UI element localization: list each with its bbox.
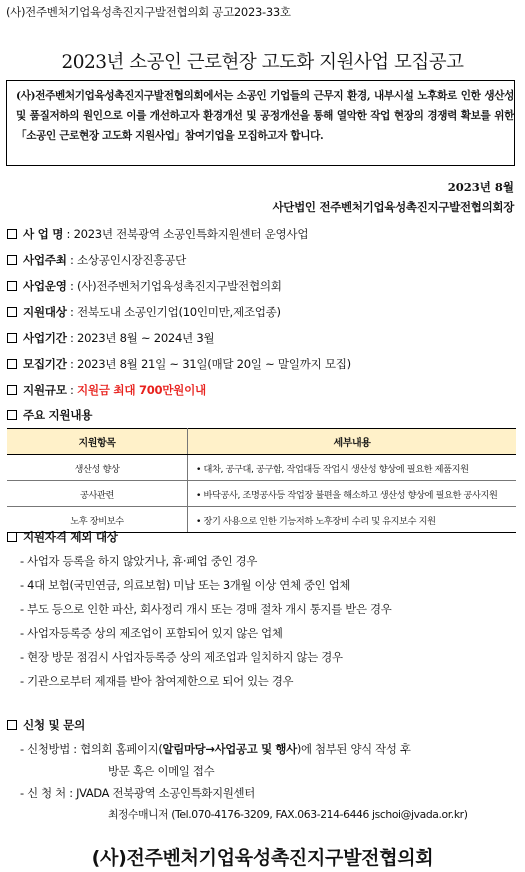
item-value: 2023년 8월 ~ 2024년 3월: [77, 331, 215, 345]
list-item: - 4대 보험(국민연금, 의료보험) 미납 또는 3개월 이상 연체 중인 업체: [20, 578, 351, 592]
list-item: - 사업자등록증 상의 제조업이 포함되어 있지 않은 업체: [20, 626, 283, 640]
checkbox-icon: [7, 720, 17, 730]
checkbox-icon: [7, 333, 17, 343]
support-detail: • 대차, 공구대, 공구함, 작업대등 작업시 생산성 향상에 필요한 제품지원: [188, 455, 517, 481]
checkbox-icon: [7, 229, 17, 239]
item-value: 2023년 8월 21일 ~ 31일(매달 20일 ~ 말일까지 모집): [77, 357, 351, 371]
support-item: 공사관련: [7, 481, 188, 507]
item-label: 사업운영: [23, 279, 67, 293]
page-title: 2023년 소공인 근로현장 고도화 지원사업 모집공고: [61, 52, 464, 73]
item-label: 사업기간: [23, 331, 67, 345]
item-value: 소상공인시장진흥공단: [77, 253, 186, 267]
checkbox-icon: [7, 410, 17, 420]
support-item: 생산성 향상: [7, 455, 188, 481]
issuer: 사단법인 전주벤처기업육성촉진지구발전협의회장: [272, 200, 514, 214]
item-label: 지원규모: [23, 383, 67, 397]
notice-number: (사)전주벤처기업육성촉진지구발전협의회 공고2023-33호: [6, 5, 291, 19]
checkbox-icon: [7, 255, 17, 265]
item-value: (사)전주벤처기업육성촉진지구발전협의회: [77, 279, 282, 293]
checkbox-icon: [7, 385, 17, 395]
apply-method-line2: 방문 혹은 이메일 접수: [108, 764, 215, 778]
item-label: 모집기간: [23, 357, 67, 371]
checkbox-icon: [7, 281, 17, 291]
item-label: 사 업 명: [23, 227, 64, 241]
support-heading: 주요 지원내용: [7, 407, 92, 423]
scale-value: 지원금 최대 700만원이내: [77, 383, 206, 397]
support-table: [7, 428, 516, 533]
support-detail: • 바닥공사, 조명공사등 작업장 불편을 해소하고 생산성 향상에 필요한 공사지원: [188, 481, 517, 507]
table-row: [7, 455, 516, 481]
item-recruit-period: 모집기간 : 2023년 8월 21일 ~ 31일(매달 20일 ~ 말일까지 모집): [7, 356, 351, 372]
item-value: 2023년 전북광역 소공인특화지원센터 운영사업: [73, 227, 309, 241]
apply-place: - 신 청 처 : JVADA 전북광역 소공인특화지원센터: [20, 786, 255, 800]
notice-date: 2023년 8월: [447, 180, 514, 194]
checkbox-icon: [7, 359, 17, 369]
apply-method: - 신청방법 : 협의회 홈페이지(알림마당→사업공고 및 행사)에 첨부된 양식 작성 후: [20, 742, 411, 756]
checkbox-icon: [7, 307, 17, 317]
intro-text: (사)전주벤처기업육성촉진지구발전협의회에서는 소공인 기업들의 근무지 환경, 내부시설 노후화로 인한 생산성 및 품질저하의 원인으로 이를 개선하고자 환경개선 및 공정개선을 통해 열악한 작업 현장의 경쟁력 확보를 위한「소공인 근로현장 고도화 지원사업」참여기업을 모집하고자 합니다.: [16, 90, 514, 142]
list-item: - 현장 방문 점검시 사업자등록증 상의 제조업과 일치하지 않는 경우: [20, 650, 343, 664]
item-label: 지원대상: [23, 305, 67, 319]
support-item: 노후 장비보수: [7, 507, 188, 533]
list-item: - 부도 등으로 인한 파산, 회사정리 개시 또는 경매 절차 개시 통지를 받은 경우: [20, 602, 392, 616]
item-period: 사업기간 : 2023년 8월 ~ 2024년 3월: [7, 330, 214, 346]
item-host: 사업주최 : 소상공인시장진흥공단: [7, 252, 186, 268]
item-target: 지원대상 : 전북도내 소공인기업(10인미만,제조업종): [7, 304, 281, 320]
support-detail: • 장기 사용으로 인한 기능저하 노후장비 수리 및 유지보수 지원: [188, 507, 517, 533]
item-scale: 지원규모 : 지원금 최대 700만원이내: [7, 382, 206, 398]
column-header: 지원항목: [7, 429, 188, 455]
footer-org: (사)전주벤처기업육성촉진지구발전협의회: [91, 847, 434, 869]
item-operator: 사업운영 : (사)전주벤처기업육성촉진지구발전협의회: [7, 278, 282, 294]
item-label: 사업주최: [23, 253, 67, 267]
table-header-row: [7, 429, 516, 455]
column-header: 세부내용: [188, 429, 517, 455]
method-menu-path: 알림마당→사업공고 및 행사: [162, 742, 297, 756]
contact-info: 최정수매니저 (Tel.070-4176-3209, FAX.063-214-6446 jschoi@jvada.or.kr): [108, 808, 468, 821]
item-business-name: 사 업 명 : 2023년 전북광역 소공인특화지원센터 운영사업: [7, 226, 308, 242]
item-value: 전북도내 소공인기업(10인미만,제조업종): [77, 305, 281, 319]
exclusion-heading: 지원자격 제외 대상: [7, 529, 118, 545]
checkbox-icon: [7, 532, 17, 542]
apply-heading: 신청 및 문의: [7, 717, 85, 733]
list-item: - 사업자 등록을 하지 않았거나, 휴·폐업 중인 경우: [20, 554, 258, 568]
list-item: - 기관으로부터 제재를 받아 참여제한으로 되어 있는 경우: [20, 674, 294, 688]
table-row: [7, 481, 516, 507]
